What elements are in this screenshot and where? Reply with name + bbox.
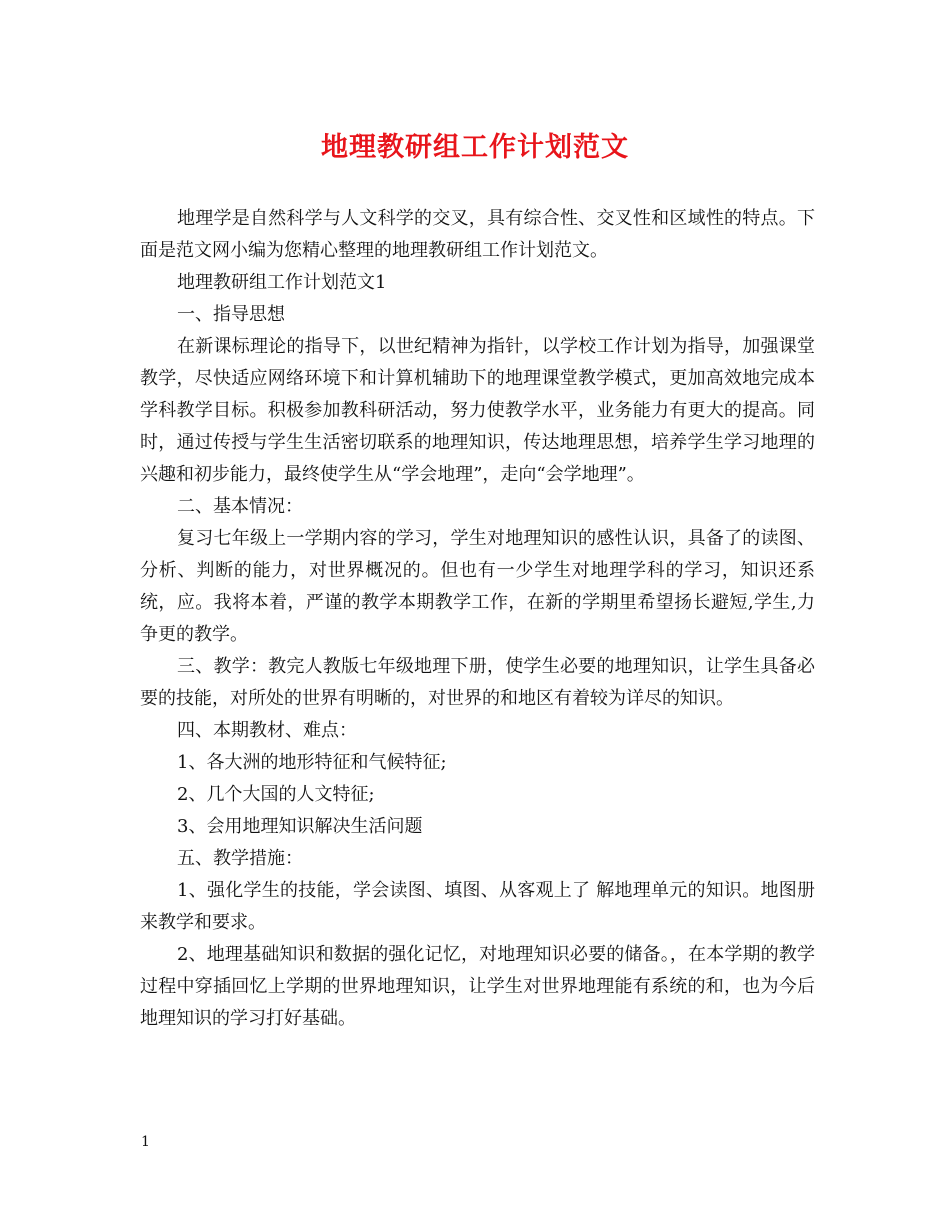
list-item-materials-3: 3、会用地理知识解决生活问题 xyxy=(177,816,423,837)
list-item-measures-1: 1、强化学生的技能，学会读图、填图、从客观上了 解地理单元的知识。地图册来教学和要求。 xyxy=(140,880,815,933)
document-title: 地理教研组工作计划范文 xyxy=(321,132,629,163)
section-heading-materials: 四、本期教材、难点： xyxy=(177,720,357,741)
list-item-measures-2: 2、地理基础知识和数据的强化记忆，对地理知识必要的储备。，在本学期的教学过程中穿插回忆上学期的世界地理知识，让学生对世界地理能有系统的和，也为今后地理知识的学习打好基础。 xyxy=(140,944,815,1029)
paragraph-guiding-ideology: 在新课标理论的指导下，以世纪精神为指针，以学校工作计划为指导，加强课堂教学，尽快适应网络环境下和计算机辅助下的地理课堂教学模式，更加高效地完成本学科教学目标。积极参加教科研活动，努力使教学水平，业务能力有更大的提高。同时，通过传授与学生生活密切联系的地理知识，传达地理思想，培养学生学习地理的兴趣和初步能力，最终使学生从“学会地理”，走向“会学地理”。 xyxy=(140,336,815,485)
paragraph-basic-situation: 复习七年级上一学期内容的学习，学生对地理知识的感性认识，具备了的读图、分析、判断的能力，对世界概况的。但也有一少学生对地理学科的学习，知识还系统，应。我将本着，严谨的教学本期教学工作，在新的学期里希望扬长避短,学生,力争更的教学。 xyxy=(140,528,815,645)
paragraph-subtitle: 地理教研组工作计划范文1 xyxy=(177,272,387,293)
document-body xyxy=(140,203,815,1035)
page-number: 1 xyxy=(141,1134,150,1150)
list-item-materials-1: 1、各大洲的地形特征和气候特征; xyxy=(177,752,447,773)
paragraph-teaching: 三、教学：教完人教版七年级地理下册，使学生必要的地理知识，让学生具备必要的技能，对所处的世界有明晰的，对世界的和地区有着较为详尽的知识。 xyxy=(140,656,815,709)
paragraph-intro: 地理学是自然科学与人文科学的交叉，具有综合性、交叉性和区域性的特点。下面是范文网小编为您精心整理的地理教研组工作计划范文。 xyxy=(140,208,815,261)
list-item-materials-2: 2、几个大国的人文特征; xyxy=(177,784,375,805)
section-heading-basic-situation: 二、基本情况： xyxy=(177,496,303,517)
section-heading-measures: 五、教学措施： xyxy=(177,848,303,869)
section-heading-guiding-ideology: 一、指导思想 xyxy=(177,304,285,325)
